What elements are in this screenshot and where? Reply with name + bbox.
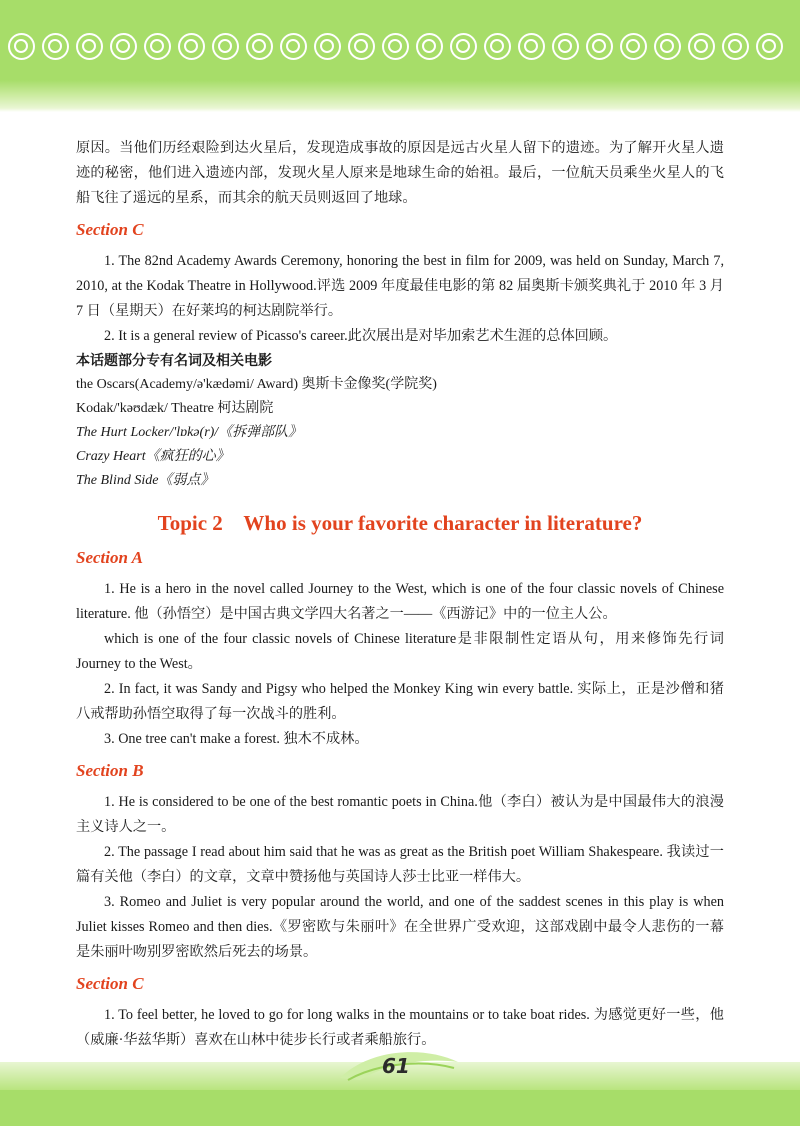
decorative-circle-row: [8, 33, 798, 73]
circle-ornament-icon: [722, 33, 749, 60]
glossary-item: The Hurt Locker/'lɒkə(r)/《拆弹部队》: [76, 425, 303, 440]
circle-ornament-icon: [76, 33, 103, 60]
paragraph: 2. It is a general review of Picasso's career.此次展出是对毕加索艺术生涯的总体回顾。: [104, 328, 618, 344]
circle-ornament-icon: [144, 33, 171, 60]
paragraph: 原因。当他们历经艰险到达火星后，发现造成事故的原因是远古火星人留下的遗迹。为了解开火星人遗迹的秘密，他们进入遗迹内部，发现火星人原来是地球生命的始祖。最后，一位航天员乘坐火星人的飞船飞往了遥远的星系，而其余的航天员则返回了地球。: [76, 140, 724, 206]
footer-band-bottom: [0, 1090, 800, 1126]
section-heading: Section C: [76, 974, 144, 993]
glossary-item: Kodak/'kəʊdæk/ Theatre 柯达剧院: [76, 401, 274, 416]
circle-ornament-icon: [756, 33, 783, 60]
topic-title: Topic 2 Who is your favorite character in literature?: [157, 511, 643, 535]
circle-ornament-icon: [654, 33, 681, 60]
circle-ornament-icon: [178, 33, 205, 60]
section-heading: Section C: [76, 220, 144, 239]
top-banner: [0, 0, 800, 112]
circle-ornament-icon: [382, 33, 409, 60]
paragraph: 2. In fact, it was Sandy and Pigsy who helped the Monkey King win every battle. 实际上，正是沙僧和猪八戒帮助孙悟空取得了每一次战斗的胜利。: [76, 681, 724, 722]
page-number-badge: [330, 1040, 470, 1090]
circle-ornament-icon: [212, 33, 239, 60]
circle-ornament-icon: [484, 33, 511, 60]
circle-ornament-icon: [620, 33, 647, 60]
circle-ornament-icon: [450, 33, 477, 60]
paragraph: 3. Romeo and Juliet is very popular around the world, and one of the saddest scenes in this play is when Juliet kisses Romeo and then dies.《罗密欧与朱丽叶》在全世界广受欢迎，这部戏剧中最令人悲伤的一幕是朱丽叶吻别罗密欧然后死去的场景。: [76, 894, 724, 960]
circle-ornament-icon: [280, 33, 307, 60]
circle-ornament-icon: [110, 33, 137, 60]
section-heading: Section A: [76, 548, 143, 567]
circle-ornament-icon: [552, 33, 579, 60]
paragraph: 1. He is considered to be one of the best romantic poets in China.他（李白）被认为是中国最伟大的浪漫主义诗人之一。: [76, 794, 724, 835]
circle-ornament-icon: [8, 33, 35, 60]
circle-ornament-icon: [688, 33, 715, 60]
page-number: 61: [382, 1054, 410, 1078]
circle-ornament-icon: [42, 33, 69, 60]
circle-ornament-icon: [416, 33, 443, 60]
glossary-item: The Blind Side《弱点》: [76, 473, 215, 488]
glossary-item: Crazy Heart《疯狂的心》: [76, 449, 230, 464]
circle-ornament-icon: [314, 33, 341, 60]
circle-ornament-icon: [518, 33, 545, 60]
paragraph: 1. He is a hero in the novel called Journey to the West, which is one of the four classic novels of Chinese literature. 他（孙悟空）是中国古典文学四大名著之一——《西游记》中的一位主人公。: [76, 581, 724, 622]
circle-ornament-icon: [348, 33, 375, 60]
section-heading: Section B: [76, 761, 144, 780]
glossary-title: 本话题部分专有名词及相关电影: [76, 353, 272, 369]
paragraph: 1. To feel better, he loved to go for long walks in the mountains or to take boat rides. 为感觉更好一些，他（威廉·华兹华斯）喜欢在山林中徒步长行或者乘船旅行。: [76, 1007, 724, 1048]
page-content: [76, 136, 724, 1053]
paragraph: 3. One tree can't make a forest. 独木不成林。: [104, 731, 369, 747]
glossary-item: the Oscars(Academy/ə'kædəmi/ Award) 奥斯卡金像奖(学院奖): [76, 377, 437, 392]
circle-ornament-icon: [586, 33, 613, 60]
circle-ornament-icon: [246, 33, 273, 60]
paragraph: which is one of the four classic novels of Chinese literature是非限制性定语从句，用来修饰先行词 Journey to the West。: [76, 631, 724, 672]
paragraph: 1. The 82nd Academy Awards Ceremony, honoring the best in film for 2009, was held on Sunday, March 7, 2010, at the Kodak Theatre in Hollywood.评选 2009 年度最佳电影的第 82 届奥斯卡颁奖典礼于 2010 年 3 月 7 日（星期天）在好莱坞的柯达剧院举行。: [76, 253, 724, 319]
paragraph: 2. The passage I read about him said that he was as great as the British poet William Shakespeare. 我读过一篇有关他（李白）的文章，文章中赞扬他与英国诗人莎士比亚一样伟大。: [76, 844, 724, 885]
